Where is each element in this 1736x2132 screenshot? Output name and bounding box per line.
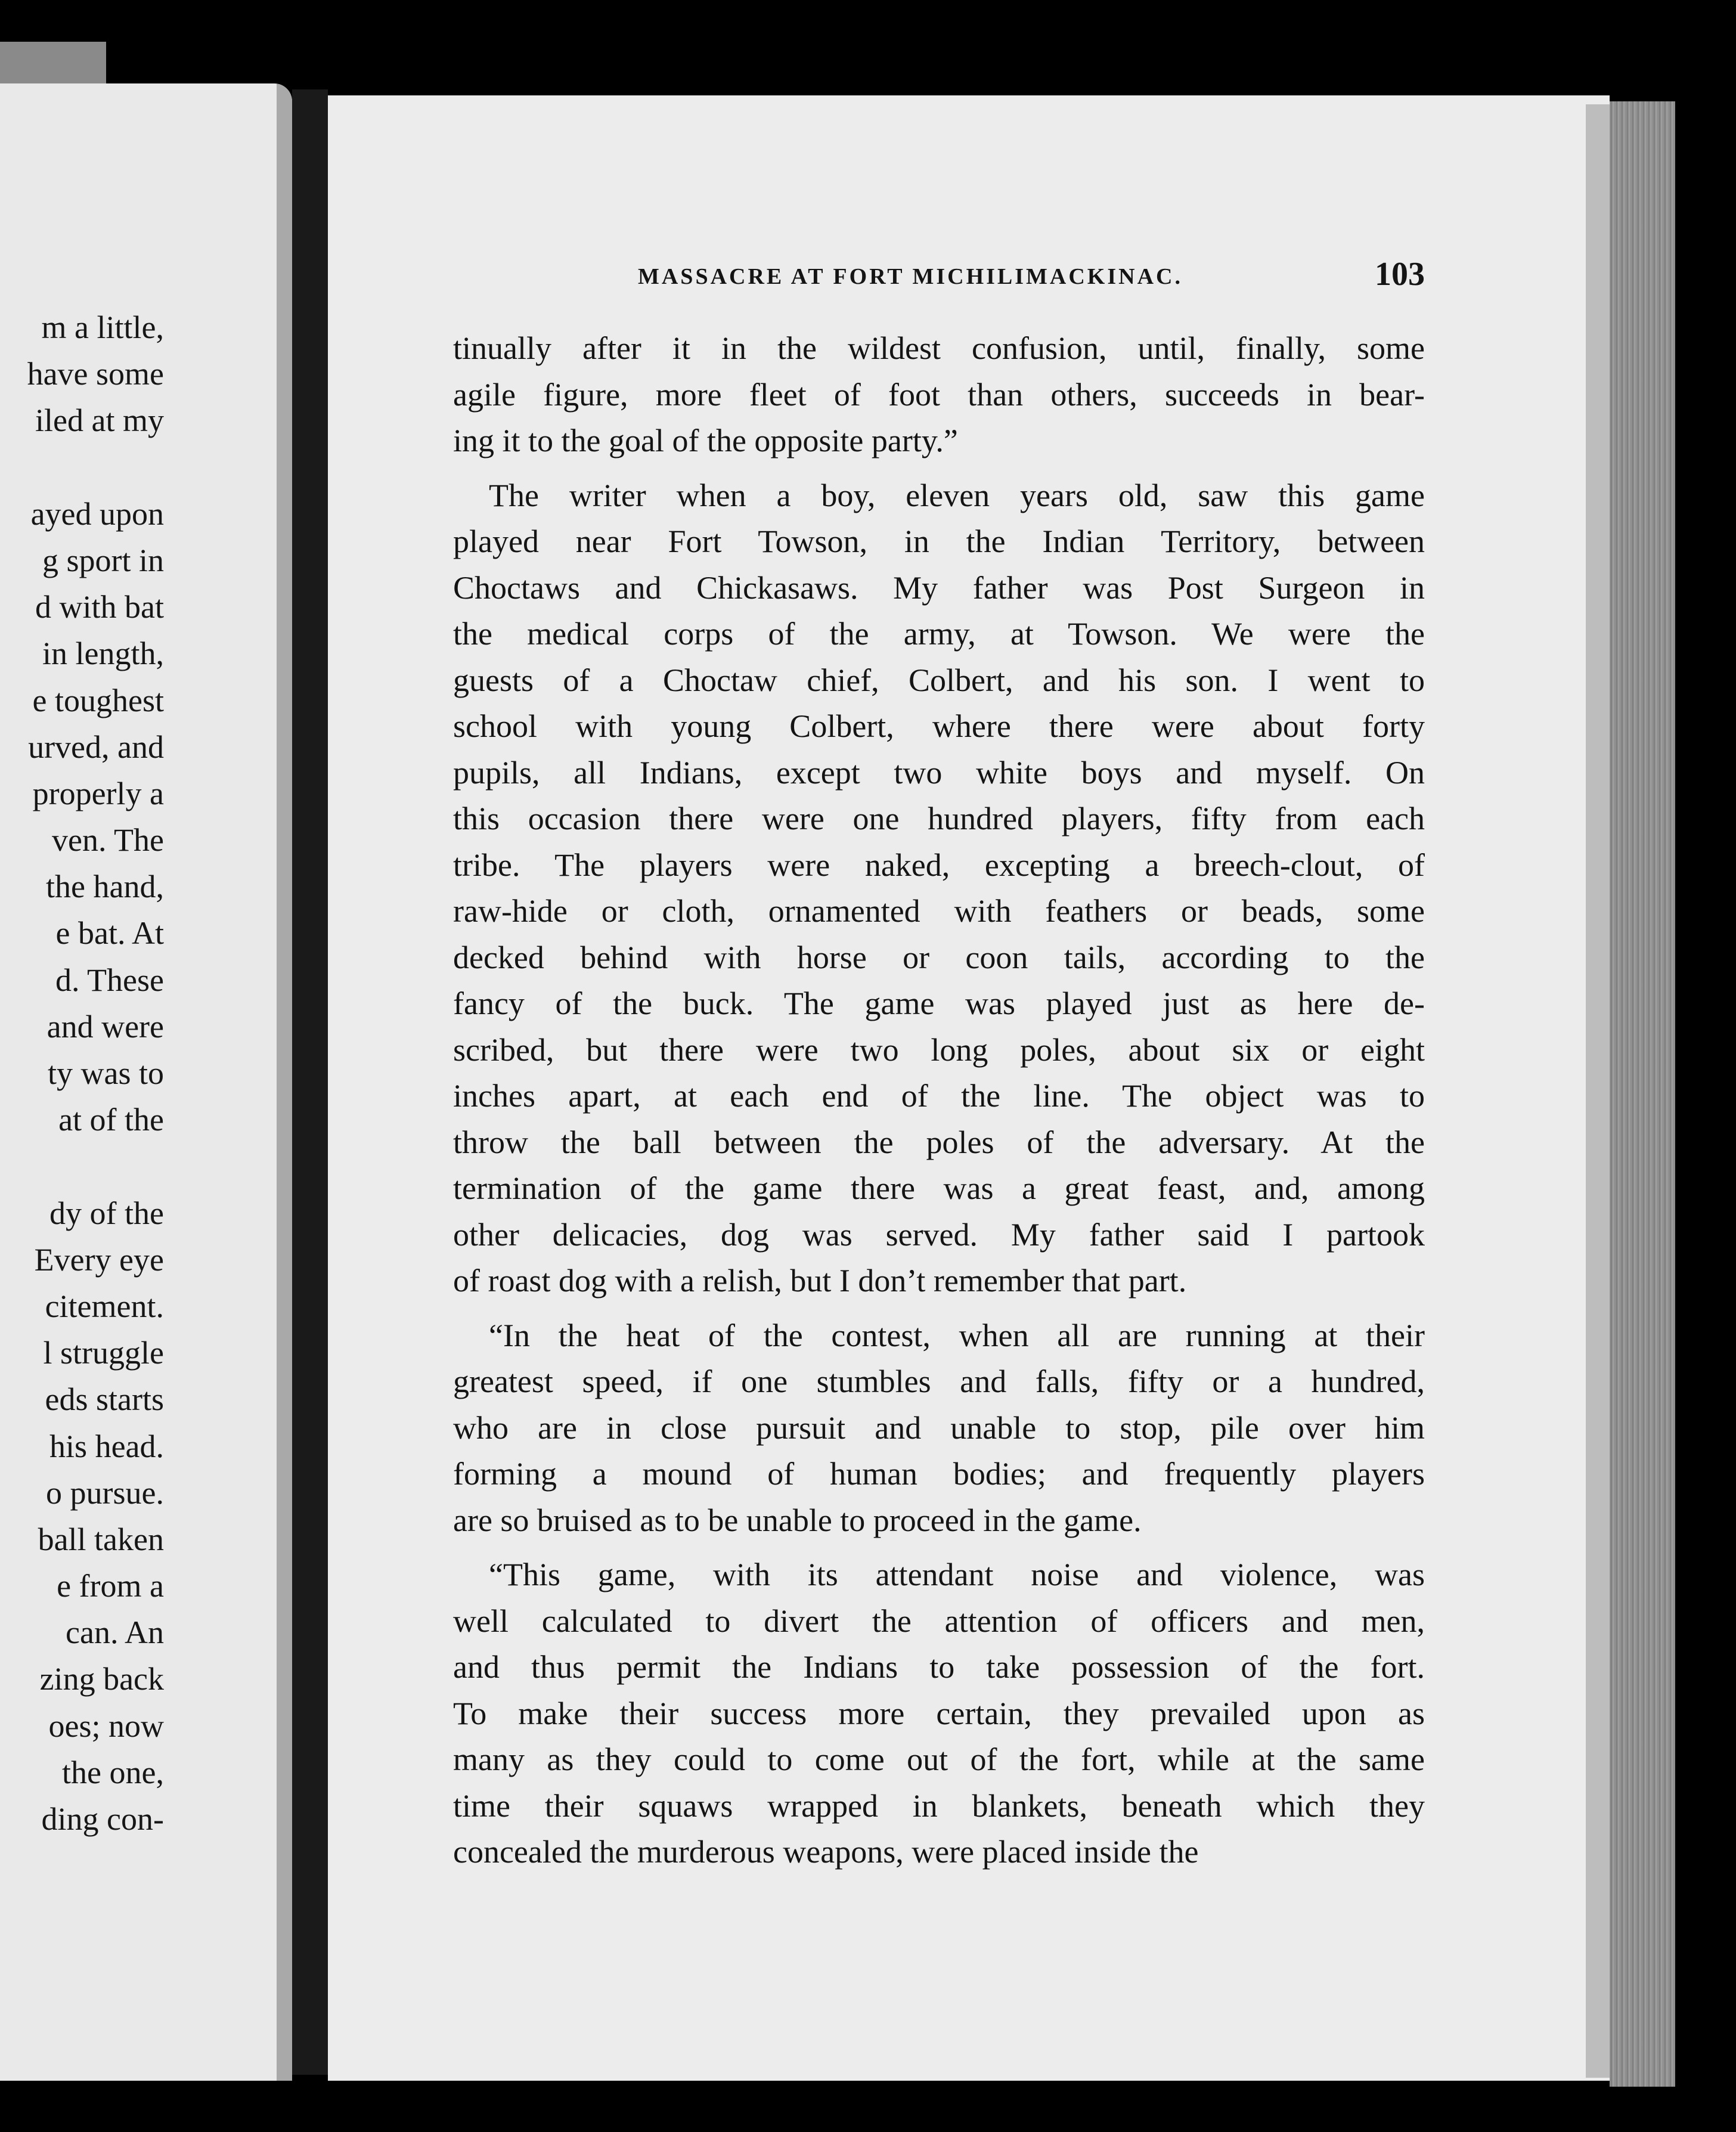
text-line: many as they could to come out of the fort, while at the same (453, 1741, 1425, 1777)
text-line: well calculated to divert the attention of officers and men, (453, 1603, 1425, 1639)
left-page-line: ty was to (48, 1055, 164, 1091)
left-page-line: g sport in (42, 542, 164, 578)
text-line: this occasion there were one hundred players, fifty from each (453, 801, 1425, 836)
text-line: inches apart, at each end of the line. The object was to (453, 1078, 1425, 1114)
text-line: and thus permit the Indians to take possession of the fort. (453, 1649, 1425, 1685)
text-line: other delicacies, dog was served. My father said I partook (453, 1216, 1425, 1253)
left-page-line: the one, (62, 1754, 164, 1790)
left-page-line: can. An (66, 1615, 164, 1651)
text-line: are so bruised as to be unable to proceed in the game. (453, 1502, 1142, 1538)
text-line: guests of a Choctaw chief, Colbert, and his son. I went to (453, 662, 1425, 698)
text-line: To make their success more certain, they prevailed upon as (453, 1695, 1425, 1731)
left-page-line: l struggle (43, 1335, 164, 1371)
page-number: 103 (1375, 256, 1425, 293)
left-page-line: ball taken (38, 1521, 164, 1557)
text-line: pupils, all Indians, except two white boys and myself. On (453, 754, 1425, 791)
left-page-line: ayed upon (30, 495, 164, 532)
text-line: fancy of the buck. The game was played just as here de- (453, 986, 1425, 1021)
text-line: tribe. The players were naked, excepting a breech-clout, of (453, 847, 1425, 883)
book-gutter (292, 89, 328, 2075)
left-page-line: m a little, (41, 309, 164, 345)
page-stack-edge (1610, 101, 1675, 2087)
left-page-line: properly a (32, 775, 164, 811)
text-line: raw-hide or cloth, ornamented with feathers or beads, some (453, 893, 1425, 929)
left-page-line: Every eye (34, 1241, 164, 1278)
running-title: MASSACRE AT FORT MICHILIMACKINAC. (638, 264, 1183, 289)
left-page-line (0, 1143, 164, 1189)
text-line: ing it to the goal of the opposite party.” (453, 423, 958, 458)
left-page-gutter-shade (277, 83, 292, 2081)
left-page-line: the hand, (46, 869, 164, 905)
left-page-text (0, 304, 164, 1842)
text-line: forming a mound of human bodies; and frequently players (453, 1456, 1425, 1492)
left-page-line: ven. The (52, 822, 164, 859)
paragraph (453, 1552, 1425, 1876)
text-line: Choctaws and Chickasaws. My father was Post Surgeon in (453, 569, 1425, 606)
text-line: throw the ball between the poles of the adversary. At the (453, 1124, 1425, 1160)
text-line: the medical corps of the army, at Towson. We were the (453, 616, 1425, 652)
page-body (453, 326, 1425, 1876)
paragraph (453, 1313, 1425, 1544)
left-page-line: at of the (58, 1102, 164, 1138)
paragraph (453, 326, 1425, 464)
text-line: “This game, with its attendant noise and violence, was (489, 1557, 1425, 1592)
left-page-line: zing back (39, 1661, 164, 1697)
left-page-line: in length, (42, 636, 164, 672)
left-page-line: d. These (55, 962, 164, 998)
text-line: termination of the game there was a great feast, and, among (453, 1170, 1425, 1206)
left-page-line: and were (46, 1008, 164, 1045)
left-page-line: o pursue. (46, 1474, 164, 1511)
left-page-line: have some (27, 356, 164, 392)
left-page-line: e bat. At (55, 915, 164, 952)
text-line: played near Fort Towson, in the Indian Territory, between (453, 523, 1425, 559)
left-page-line: iled at my (35, 402, 164, 439)
text-line: decked behind with horse or coon tails, according to the (453, 939, 1425, 975)
left-page-line: d with bat (35, 589, 164, 625)
left-page-line: citement. (45, 1288, 164, 1324)
text-line: of roast dog with a relish, but I don’t remember that part. (453, 1263, 1187, 1299)
text-line: greatest speed, if one stumbles and falls, fifty or a hundred, (453, 1364, 1425, 1399)
text-line: scribed, but there were two long poles, about six or eight (453, 1031, 1425, 1068)
text-line: “In the heat of the contest, when all are running at their (489, 1317, 1425, 1353)
left-page-line: e toughest (32, 682, 164, 718)
left-page-line: his head. (49, 1428, 164, 1464)
left-page-line: eds starts (45, 1381, 164, 1418)
left-page-line: dy of the (49, 1195, 164, 1231)
text-line: agile figure, more fleet of foot than others, succeeds in bear- (453, 376, 1425, 413)
left-page-line: urved, and (28, 729, 164, 765)
text-line: tinually after it in the wildest confusion, until, finally, some (453, 330, 1425, 366)
text-line: time their squaws wrapped in blankets, beneath which they (453, 1787, 1425, 1824)
text-line: school with young Colbert, where there were about forty (453, 708, 1425, 744)
left-page-line: e from a (57, 1568, 164, 1604)
text-line: The writer when a boy, eleven years old, saw this game (489, 477, 1425, 513)
text-line: who are in close pursuit and unable to stop, pile over him (453, 1409, 1425, 1446)
paragraph (453, 473, 1425, 1304)
left-page-line: oes; now (48, 1708, 164, 1744)
left-page-line (0, 444, 164, 491)
left-page-line: ding con- (41, 1801, 164, 1837)
text-line: concealed the murderous weapons, were placed inside the (453, 1834, 1199, 1870)
